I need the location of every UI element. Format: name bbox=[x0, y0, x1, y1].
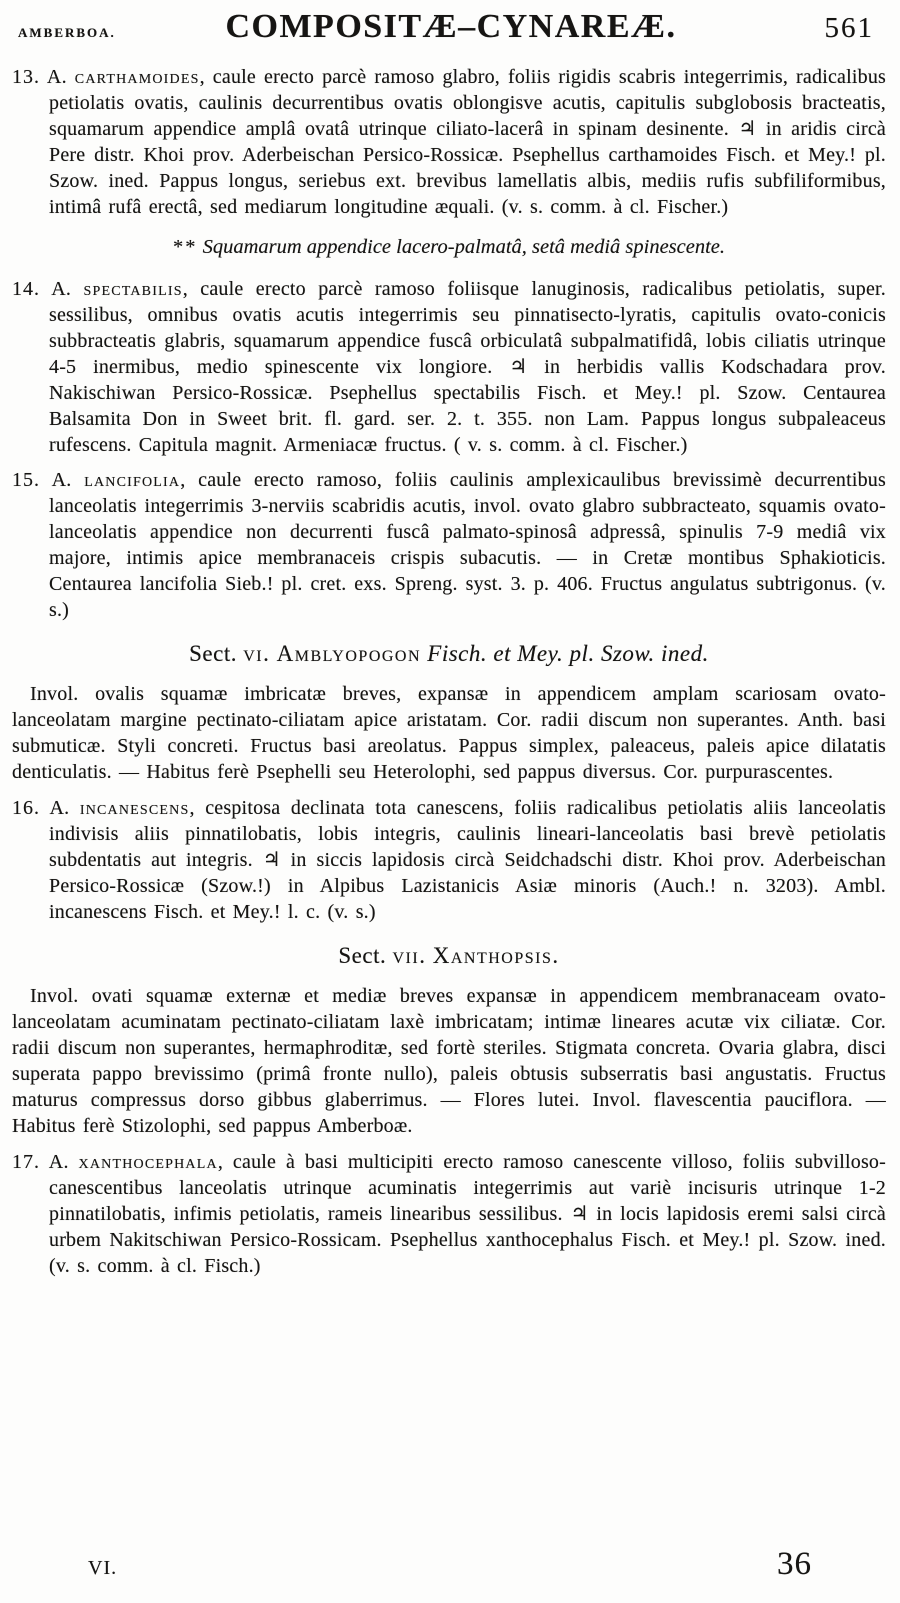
entry-text: , caule erecto parcè ramoso foliisque lanuginosis, radicalibus petiolatis, super. sessilibus, omnibus ovatis acutis integerrimis seu pinnatisecto-lyratis, capitulis ovato-conicis subbracteatis glabris, squamarum appendice fuscâ orbiculatâ subpalmatifidâ, lobis ciliatis utrinque 4-5 inermibus, medio spinescente vix longiore. ♃ in herbidis vallis Kodschadara prov. Nakischiwan Persico-Rossicæ. Psephellus spectabilis Fisch. et Mey.! pl. Szow. Centaurea Balsamita Don in Sweet brit. fl. gard. ser. 2. t. 355. non Lam. Pappus longus subpaleaceus rufescens. Capitula magnit. Armeniacæ fructus. ( v. s. comm. à cl. Fischer.) bbox=[49, 278, 886, 456]
entry-number: 13. bbox=[12, 66, 40, 88]
species-entry-14 bbox=[12, 276, 886, 458]
page-number: 561 bbox=[824, 12, 874, 44]
entry-number: 17. bbox=[12, 1151, 40, 1173]
species-name: incanescens bbox=[79, 797, 190, 819]
species-entry-15 bbox=[12, 467, 886, 623]
page-title: COMPOSITÆ–CYNAREÆ. bbox=[225, 8, 677, 45]
entry-number: 15. bbox=[12, 469, 40, 491]
entry-text: , caule erecto ramoso, foliis caulinis amplexicaulibus brevissimè decurrentibus lanceolatis integerrimis 3-nerviis scabridis acutis, invol. ovato glabro subbracteato, squamis ovato-lanceolatis appendice non decurrenti fuscâ palmato-spinosâ adpressâ, spinulis 7-9 mediâ vix majore, intimis apice membranaceis crispis subacutis. — in Cretæ montibus Sphakioticis. Centaurea lancifolia Sieb.! pl. cret. exs. Spreng. syst. 3. p. 406. Fructus angulatus subtrigonus. (v. s.) bbox=[49, 469, 886, 621]
genus-abbreviation: A. bbox=[49, 797, 70, 819]
entry-number: 16. bbox=[12, 797, 40, 819]
species-entry-17 bbox=[12, 1149, 886, 1279]
section-numeral: vi. bbox=[243, 641, 271, 666]
section-name: Amblyopogon bbox=[276, 641, 422, 666]
genus-abbreviation: A. bbox=[48, 1151, 69, 1173]
volume-signature: VI. bbox=[88, 1557, 118, 1579]
entry-number: 14. bbox=[12, 278, 40, 300]
entry-text: , caule erecto parcè ramoso glabro, foliis rigidis scabris integerrimis, radicalibus petiolatis ovatis, caulinis decurrentibus ovatis oblongisve acutis, capitulis subglobosis bracteatis, squamarum appendice amplâ ovatâ utrinque ciliato-lacerâ in spinam desinente. ♃ in aridis circà Pere distr. Khoi prov. Aderbeischan Persico-Rossicæ. Psephellus carthamoides Fisch. et Mey.! pl. Szow. ined. Pappus longus, seriebus ext. brevibus lamellatis albis, mediis rufis subfiliformibus, intimâ rufâ erectâ, sed mediarum longitudine æquali. (v. s. comm. à cl. Fischer.) bbox=[49, 66, 887, 218]
section-name: Xanthopsis. bbox=[432, 943, 560, 968]
genus-abbreviation: A. bbox=[51, 469, 72, 491]
entry-text: , caule à basi multicipiti erecto ramoso canescente villoso, foliis subvilloso-canescentibus lanceolatis utrinque acuminatis integerrimis aut variè incisuris utrinque 1-2 pinnatilobatis, infimis petiolatis, rameis linearibus sessilibus. ♃ in locis lapidosis eremi salsi circà urbem Nakitschiwan Persico-Rossicam. Psephellus xanthocephalus Fisch. et Mey.! pl. Szow. ined. (v. s. comm. à cl. Fisch.) bbox=[49, 1151, 886, 1277]
entry-text: , cespitosa declinata tota canescens, foliis radicalibus petiolatis aliis lanceolatis indivisis aliis pinnatilobatis, lobis integris, caulinis lineari-lanceolatis basi brevè petiolatis subdentatis aut integris. ♃ in siccis lapidosis circà Seidchadschi distr. Khoi prov. Aderbeischan Persico-Rossicæ (Szow.!) in Alpibus Lazistanicis Asiæ minoris (Auch.! n. 3203). Ambl. incanescens Fisch. et Mey.! l. c. (v. s.) bbox=[49, 797, 886, 923]
running-genus-label: AMBERBOA. bbox=[18, 25, 116, 40]
species-name: spectabilis bbox=[83, 278, 183, 300]
species-name: xanthocephala bbox=[78, 1151, 218, 1173]
section-description-vi: Invol. ovalis squamæ imbricatæ breves, expansæ in appendicem amplam scariosam ovato-lanceolatam margine pectinato-ciliatam apice aristatam. Cor. radii discum non superantes. Anth. basi submuticæ. Styli concreti. Fructus basi areolatus. Pappus simplex, paleaceus, paleis apice dilatatis denticulatis. — Habitus ferè Psephelli seu Heterolophi, sed pappus diversus. Cor. purpurascentes. bbox=[12, 683, 886, 783]
section-heading-vi bbox=[12, 641, 886, 667]
page-footer bbox=[12, 1546, 886, 1587]
page-body bbox=[12, 64, 886, 1288]
section-description-vii: Invol. ovati squamæ externæ et mediæ breves expansæ in appendicem membranaceam ovato-lanceolatam acuminatam pectinato-ciliatam laxè imbricatam; intimæ lineares acutæ vix ciliatæ. Cor. radii discum non superantes, hermaphroditæ, sed fortè steriles. Stigmata concreta. Ovaria glabra, disci superata pappo brevissimo (primâ fronte nullo), paleis obtusis subserratis basi angustatis. Fructus maturus compressus dorso gibbus glaberrimus. — Flores lutei. Invol. flavescentia pauciflora. — Habitus ferè Stizolophi, sed pappus Amberboæ. bbox=[12, 985, 886, 1137]
genus-abbreviation: A. bbox=[51, 278, 72, 300]
section-numeral: vii. bbox=[392, 943, 427, 968]
section-prefix: Sect. bbox=[338, 943, 387, 968]
genus-abbreviation: A. bbox=[46, 66, 67, 88]
species-name: lancifolia bbox=[84, 469, 181, 491]
species-name: carthamoides bbox=[74, 66, 200, 88]
subsection-heading bbox=[12, 234, 886, 260]
subsection-stars: ** bbox=[172, 236, 198, 258]
subsection-text: Squamarum appendice lacero-palmatâ, setâ mediâ spinescente. bbox=[202, 236, 726, 258]
running-head bbox=[18, 8, 884, 46]
section-prefix: Sect. bbox=[189, 641, 237, 666]
species-entry-16 bbox=[12, 795, 886, 925]
species-entry-13 bbox=[12, 64, 886, 220]
section-heading-vii bbox=[12, 943, 886, 969]
gathering-number: 36 bbox=[777, 1546, 812, 1582]
section-authority: Fisch. et Mey. pl. Szow. ined. bbox=[427, 641, 709, 666]
